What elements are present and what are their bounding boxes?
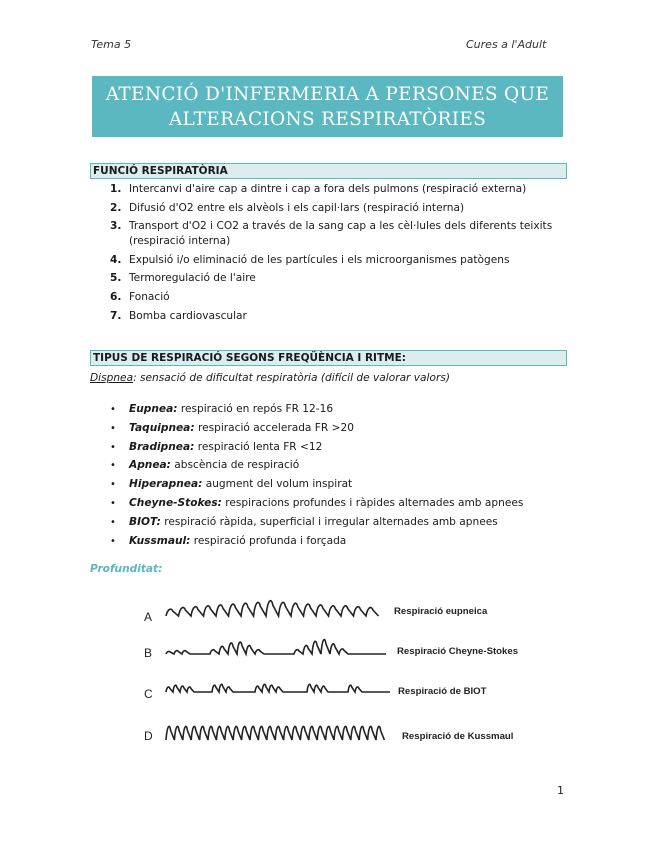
bullet-icon: • bbox=[110, 479, 116, 491]
list-item bbox=[110, 421, 570, 436]
respiration-types-list bbox=[110, 402, 570, 552]
row-label-d: Respiració de Kussmaul bbox=[402, 731, 514, 742]
list-item bbox=[110, 515, 570, 530]
section-heading-funcio: FUNCIÓ RESPIRATÒRIA bbox=[90, 163, 567, 179]
list-item bbox=[110, 496, 570, 511]
term: Bradipnea: bbox=[129, 440, 195, 453]
item-text: Fonació bbox=[129, 290, 170, 303]
bullet-icon: • bbox=[110, 535, 116, 547]
biot-wave bbox=[166, 684, 390, 692]
list-item bbox=[110, 271, 570, 286]
term-description: augment del volum inspirat bbox=[202, 478, 353, 491]
cheyne-stokes-wave bbox=[166, 640, 386, 654]
list-item bbox=[110, 201, 570, 216]
list-item bbox=[110, 440, 570, 455]
function-list bbox=[110, 182, 570, 327]
item-text: Bomba cardiovascular bbox=[129, 309, 247, 322]
bullet-icon: • bbox=[110, 460, 116, 472]
row-letter-d: D bbox=[144, 729, 153, 743]
term-description: respiració accelerada FR >20 bbox=[194, 421, 354, 434]
definition-text: : sensació de dificultat respiratòria (difícil de valorar valors) bbox=[133, 372, 450, 384]
row-label-c: Respiració de BIOT bbox=[398, 686, 487, 697]
item-number: 6. bbox=[110, 290, 122, 303]
list-item bbox=[110, 182, 570, 197]
term: Hiperapnea: bbox=[129, 478, 203, 491]
title-banner bbox=[92, 76, 563, 137]
depth-label: Profunditat: bbox=[90, 563, 163, 575]
term-description: respiració profunda i forçada bbox=[190, 534, 347, 547]
term: Taquipnea: bbox=[129, 421, 195, 434]
bullet-icon: • bbox=[110, 422, 116, 434]
eupneic-wave bbox=[166, 601, 379, 616]
bullet-icon: • bbox=[110, 404, 116, 415]
list-item bbox=[110, 290, 570, 305]
item-text: Transport d'O2 i CO2 a través de la sang cap a les cèl·lules dels diferents teixits (respiració interna) bbox=[129, 220, 553, 248]
list-item bbox=[110, 219, 570, 249]
list-item bbox=[110, 402, 570, 417]
item-number: 5. bbox=[110, 272, 122, 285]
term: Eupnea: bbox=[129, 403, 178, 415]
item-number: 3. bbox=[110, 220, 122, 233]
header-right: Cures a l'Adult bbox=[466, 38, 547, 51]
kussmaul-wave bbox=[166, 726, 384, 740]
list-item bbox=[110, 253, 570, 268]
breathing-patterns-figure bbox=[140, 588, 530, 753]
bullet-icon: • bbox=[110, 497, 116, 509]
page-number: 1 bbox=[557, 784, 564, 797]
list-item bbox=[110, 534, 570, 549]
header-left: Tema 5 bbox=[91, 38, 132, 51]
row-label-a: Respiració eupneica bbox=[394, 606, 488, 617]
term: Cheyne-Stokes: bbox=[129, 496, 222, 509]
bullet-icon: • bbox=[110, 516, 116, 528]
item-number: 1. bbox=[110, 183, 122, 195]
term: BIOT: bbox=[129, 515, 161, 528]
term-description: respiració lenta FR <12 bbox=[194, 440, 323, 453]
item-text: Expulsió i/o eliminació de les partícules i els microorganismes patògens bbox=[129, 253, 510, 266]
list-item bbox=[110, 309, 570, 324]
title-line-2: ALTERACIONS RESPIRATÒRIES bbox=[168, 108, 487, 130]
item-number: 2. bbox=[110, 201, 122, 214]
term-description: abscència de respiració bbox=[170, 459, 300, 472]
item-text: Intercanvi d'aire cap a dintre i cap a fora dels pulmons (respiració externa) bbox=[129, 183, 527, 195]
item-text: Difusió d'O2 entre els alvèols i els capil·lars (respiració interna) bbox=[129, 201, 465, 214]
row-letter-a: A bbox=[144, 610, 153, 624]
term-description: respiració en repós FR 12-16 bbox=[177, 403, 334, 415]
term: Apnea: bbox=[129, 459, 171, 472]
term-description: respiració ràpida, superficial i irregular alternades amb apnees bbox=[160, 515, 498, 528]
definition-term: Dispnea bbox=[90, 372, 134, 384]
bullet-icon: • bbox=[110, 441, 116, 453]
item-text: Termoregulació de l'aire bbox=[129, 272, 256, 285]
section-heading-tipus: TIPUS DE RESPIRACIÓ SEGONS FREQÜÈNCIA I RITME: bbox=[90, 350, 567, 366]
row-letter-b: B bbox=[144, 646, 153, 660]
dispnea-definition bbox=[90, 372, 450, 384]
row-label-b: Respiració Cheyne-Stokes bbox=[397, 646, 519, 657]
list-item bbox=[110, 477, 570, 492]
list-item bbox=[110, 458, 570, 473]
item-number: 4. bbox=[110, 253, 122, 266]
item-number: 7. bbox=[110, 309, 122, 322]
title-line-1: ATENCIÓ D'INFERMERIA A PERSONES QUE bbox=[105, 83, 550, 105]
term-description: respiracions profundes i ràpides alternades amb apnees bbox=[221, 496, 524, 509]
row-letter-c: C bbox=[144, 687, 153, 701]
term: Kussmaul: bbox=[129, 534, 191, 547]
